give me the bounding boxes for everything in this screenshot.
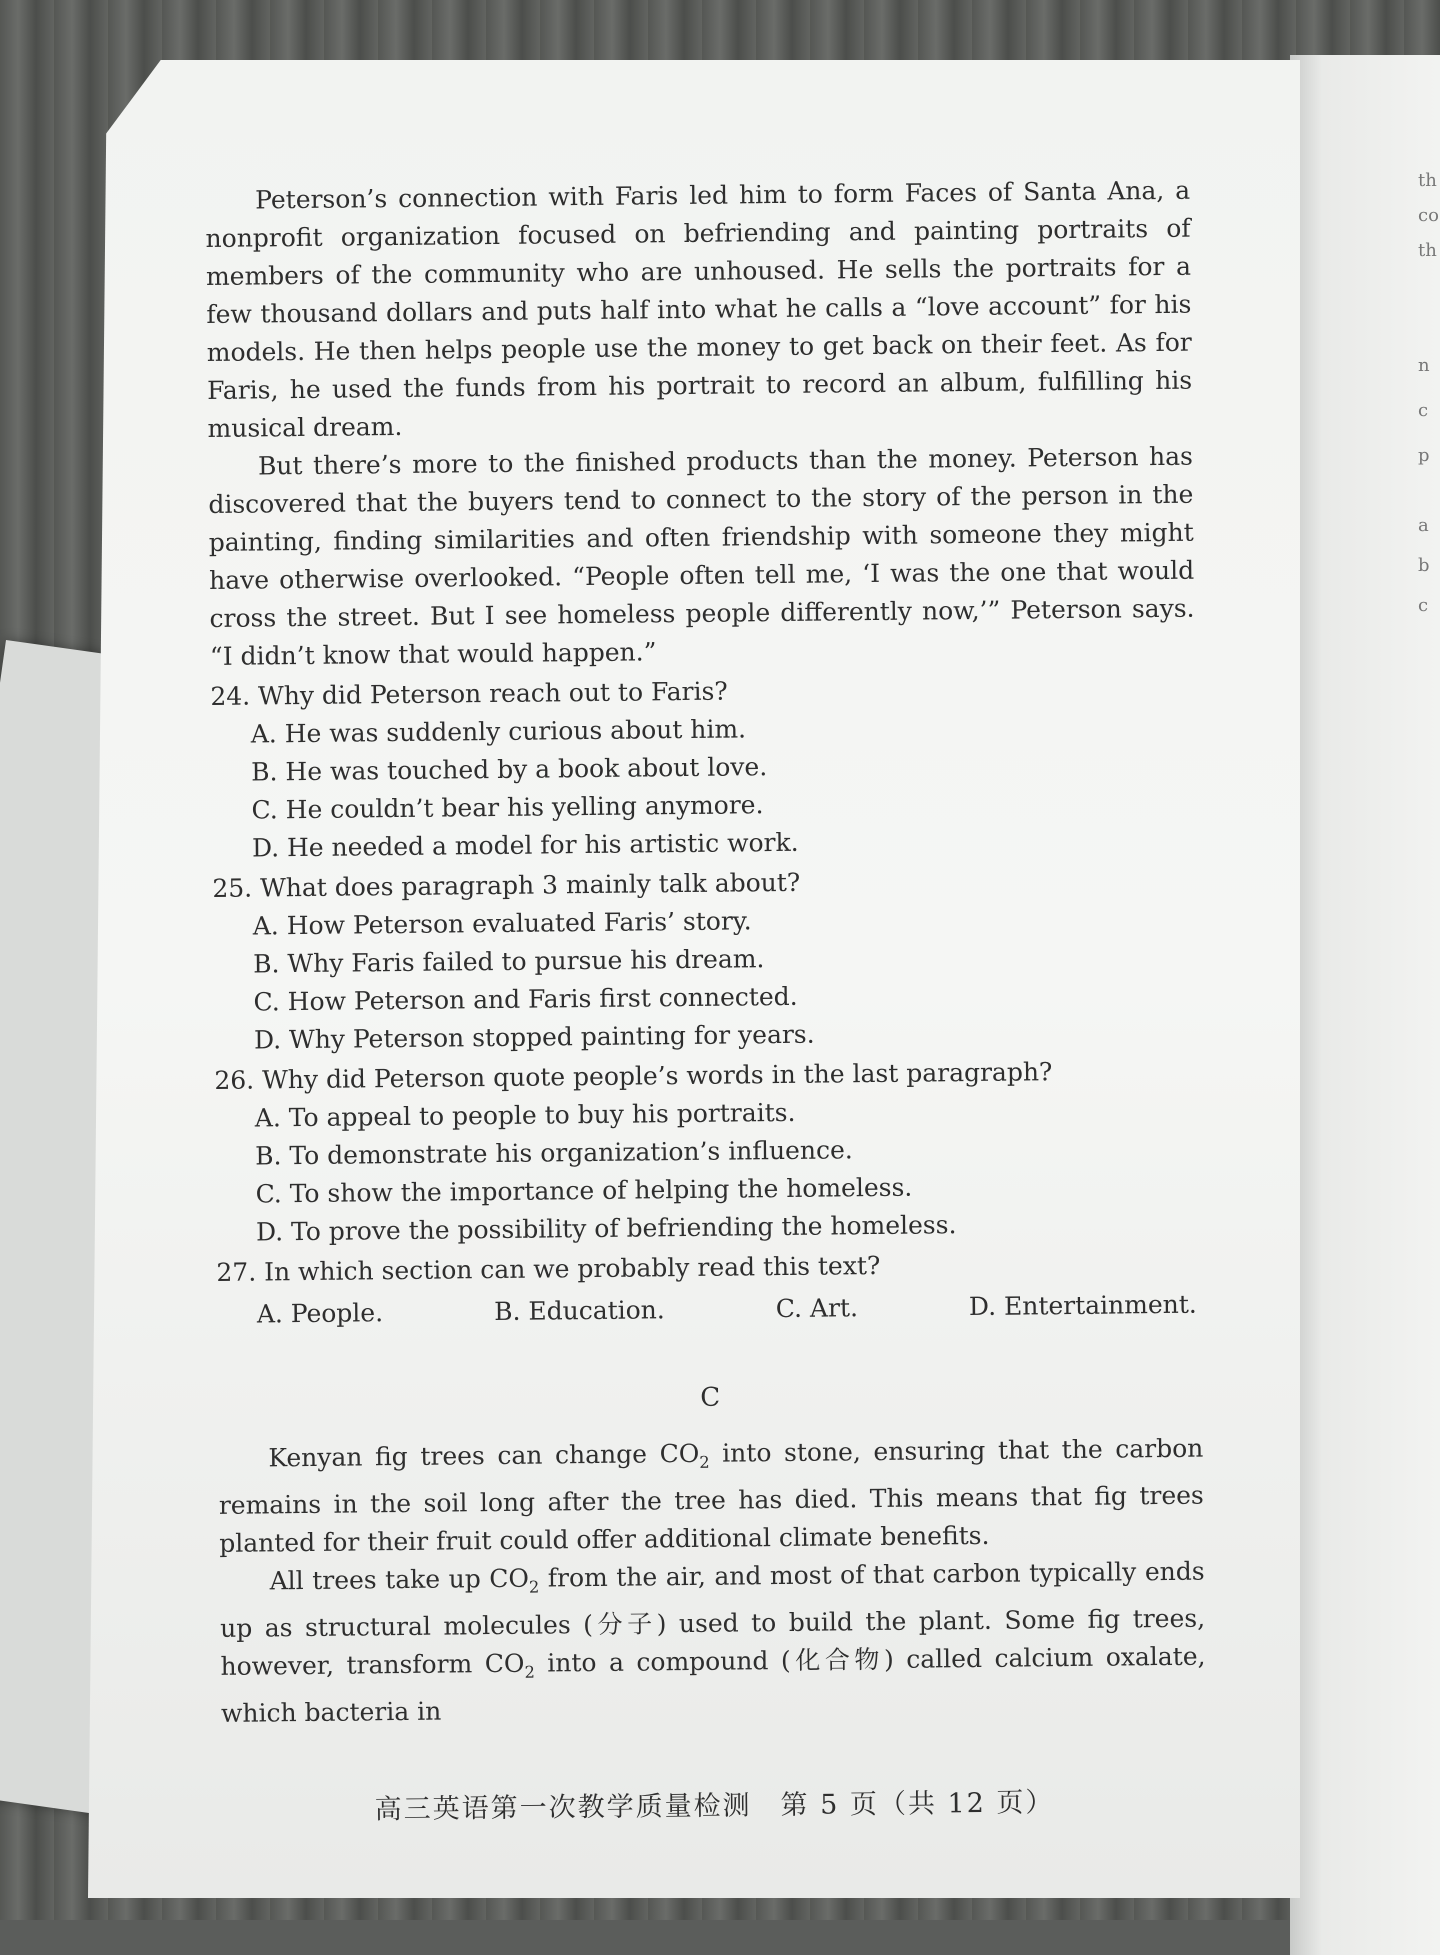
option-c: C. To show the importance of helping the homeless. (255, 1172, 913, 1209)
adjacent-text-fragment: th (1418, 240, 1437, 261)
option-a: A. People. (256, 1298, 384, 1329)
passage-b-paragraph-5: But there’s more to the finished products than the money. Peterson has discovered that the buyers tend to connect to the story of the person in the painting, finding similarities and often friendship with someone they might have otherwise overlooked. “People often tell me, ‘I was the one that would cross the street. But I see homeless people differently now,’” Peterson says. “I didn’t know that would happen.” (208, 441, 1195, 671)
adjacent-text-fragment: n (1418, 355, 1430, 376)
adjacent-page (1290, 55, 1440, 1955)
subscript: 2 (528, 1577, 540, 1597)
option-b: B. To demonstrate his organization’s influence. (255, 1135, 853, 1171)
option-d: D. He needed a model for his artistic work. (251, 827, 799, 863)
adjacent-text-fragment: c (1418, 400, 1429, 421)
option-b: B. Why Faris failed to pursue his dream. (253, 944, 765, 979)
section-heading: C (700, 1382, 721, 1413)
adjacent-text-fragment: th (1418, 170, 1437, 191)
subscript: 2 (524, 1662, 535, 1682)
option-d: D. Entertainment. (968, 1289, 1197, 1322)
question-26 (214, 1052, 1201, 1252)
page-footer: 高三英语第一次教学质量检测 第 5 页（共 12 页） (374, 1787, 1055, 1826)
option-a: A. He was suddenly curious about him. (250, 714, 747, 749)
question-24 (210, 668, 1197, 868)
text-run: from the air, and most of that carbon typically ends up as structural molecules (分子) used to build the plant. Some fig trees, however, transform CO (219, 1556, 1206, 1681)
option-b: B. Education. (493, 1295, 665, 1327)
text-run: All trees take up CO (269, 1563, 530, 1596)
option-a: A. To appeal to people to buy his portraits. (254, 1097, 796, 1133)
adjacent-text-fragment: co (1418, 205, 1439, 226)
options-row (257, 1286, 1197, 1334)
option-d: D. To prove the possibility of befriending the homeless. (255, 1210, 957, 1247)
passage-c-paragraph-1 (218, 1430, 1204, 1563)
option-c: C. How Peterson and Faris first connected. (253, 981, 798, 1017)
text-run: into a compound (化合物) called calcium oxalate, which bacteria in (220, 1641, 1206, 1728)
option-a: A. How Peterson evaluated Faris’ story. (252, 906, 752, 941)
question-27 (216, 1244, 1202, 1334)
option-c: C. Art. (775, 1293, 859, 1324)
text-run: into stone, ensuring that the carbon remains in the soil long after the tree has died. This means that fig trees planted for their fruit could offer additional climate benefits. (218, 1433, 1204, 1558)
passage-b-paragraph-4: Peterson’s connection with Faris led him to form Faces of Santa Ana, a nonprofit organization focused on befriending and painting portraits of members of the community who are unhoused. He sells the portraits for a few thousand dollars and puts half into what he calls a “love account” for his models. He then helps people use the money to get back on their feet. As for Faris, he used the funds from his portrait to record an album, fulfilling his musical dream. (205, 175, 1193, 443)
question-stem: 25. What does paragraph 3 mainly talk about? (212, 867, 801, 903)
adjacent-text-fragment: a (1418, 515, 1429, 536)
page-content (205, 172, 1207, 1831)
question-stem: 26. Why did Peterson quote people’s words in the last paragraph? (214, 1057, 1053, 1095)
adjacent-text-fragment: b (1418, 555, 1430, 576)
adjacent-text-fragment: p (1418, 445, 1430, 466)
option-d: D. Why Peterson stopped painting for years. (253, 1019, 815, 1055)
adjacent-text-fragment: c (1418, 595, 1429, 616)
option-c: C. He couldn’t bear his yelling anymore. (251, 790, 764, 825)
text-run: Kenyan fig trees can change CO (268, 1438, 700, 1473)
passage-c-paragraph-2 (219, 1553, 1206, 1733)
question-stem: 24. Why did Peterson reach out to Faris? (210, 676, 728, 711)
question-25 (212, 860, 1199, 1060)
option-b: B. He was touched by a book about love. (251, 752, 768, 787)
subscript: 2 (699, 1452, 710, 1472)
question-stem: 27. In which section can we probably read this text? (216, 1250, 881, 1287)
